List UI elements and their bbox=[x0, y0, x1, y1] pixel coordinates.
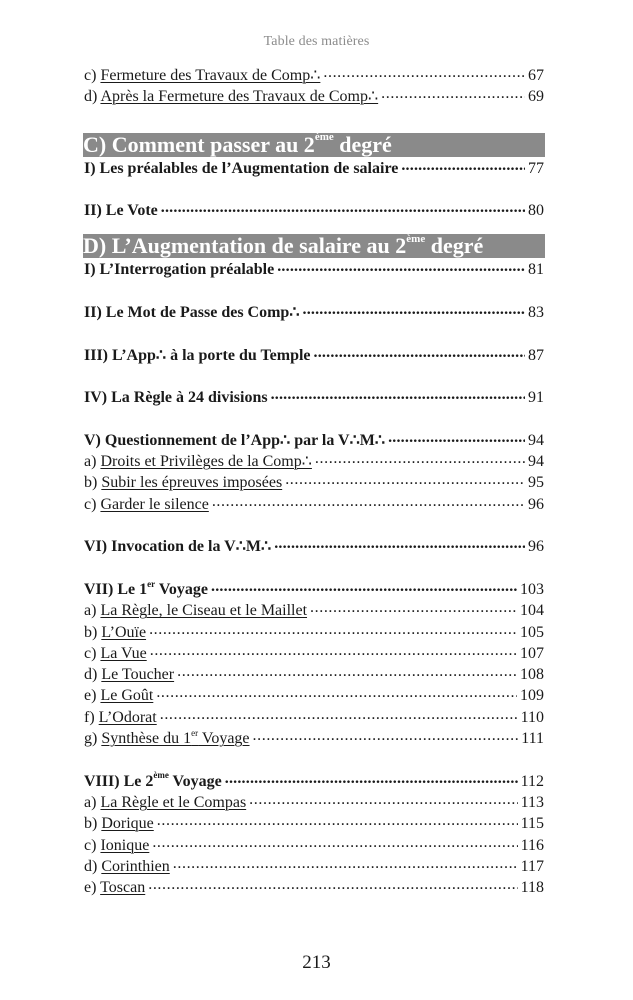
entry-page: 67 bbox=[528, 67, 544, 84]
entry-label: b) Subir les épreuves imposées bbox=[84, 474, 283, 492]
toc-entry[interactable] bbox=[84, 727, 544, 748]
dot-leader bbox=[381, 85, 525, 101]
dot-leader bbox=[150, 642, 517, 658]
toc-entry[interactable] bbox=[84, 791, 544, 812]
running-head: Table des matières bbox=[263, 34, 370, 49]
toc-entry[interactable] bbox=[84, 706, 544, 727]
entry-page: 113 bbox=[520, 793, 544, 811]
toc-entry[interactable] bbox=[84, 599, 544, 620]
toc-entry[interactable] bbox=[84, 876, 544, 897]
entry-title-link[interactable]: L’Odorat bbox=[98, 708, 157, 726]
entry-label: b) L’Ouïe bbox=[84, 623, 147, 641]
toc-chapter[interactable] bbox=[84, 535, 544, 556]
toc-entry[interactable] bbox=[84, 834, 544, 855]
toc-entry[interactable] bbox=[84, 450, 544, 471]
spacer bbox=[84, 220, 544, 234]
chapter-page: 94 bbox=[528, 431, 544, 449]
chapter-title: V) Questionnement de l’App∴ par la V∴M∴ bbox=[84, 431, 386, 449]
entry-title-link[interactable]: La Règle et le Compas bbox=[100, 793, 247, 811]
entry-page: 105 bbox=[520, 623, 544, 641]
dot-leader bbox=[401, 157, 525, 173]
chapter-title: I) Les préalables de l’Augmentation de salaire bbox=[84, 159, 399, 177]
entry-page: 109 bbox=[520, 687, 544, 705]
entry-page: 94 bbox=[528, 453, 544, 471]
chapter-title: VIII) Le 2ème Voyage bbox=[84, 770, 222, 790]
entry-title-link[interactable]: Fermeture des Travaux de Comp∴ bbox=[100, 67, 321, 84]
entry-title-link[interactable]: Droits et Privilèges de la Comp∴ bbox=[100, 453, 312, 471]
entry-label: a) La Règle et le Compas bbox=[84, 793, 247, 811]
spacer bbox=[84, 322, 544, 343]
chapter-title: I) L’Interrogation préalable bbox=[84, 261, 275, 279]
dot-leader bbox=[271, 386, 525, 402]
entry-title-link[interactable]: Toscan bbox=[100, 879, 146, 897]
dot-leader bbox=[314, 344, 525, 360]
dot-leader bbox=[285, 471, 525, 487]
toc-chapter[interactable] bbox=[84, 157, 544, 178]
entry-label: c) Garder le silence bbox=[84, 495, 209, 513]
toc-chapter[interactable] bbox=[84, 258, 544, 279]
toc-entry[interactable] bbox=[84, 493, 544, 514]
chapter-page: 87 bbox=[528, 346, 544, 364]
entry-label: a) Droits et Privilèges de la Comp∴ bbox=[84, 453, 312, 471]
entry-label: d) Après la Fermeture des Travaux de Comp∴ bbox=[84, 88, 379, 106]
chapter-page: 77 bbox=[528, 159, 544, 177]
entry-title-link[interactable]: Dorique bbox=[101, 815, 154, 833]
chapter-title: VI) Invocation de la V∴M∴ bbox=[84, 538, 272, 556]
dot-leader bbox=[177, 663, 517, 679]
toc-chapter[interactable] bbox=[84, 429, 544, 450]
toc-chapter[interactable] bbox=[84, 301, 544, 322]
dot-leader bbox=[157, 812, 518, 828]
entry-page: 96 bbox=[528, 495, 544, 513]
entry-label: c) La Vue bbox=[84, 644, 147, 662]
toc-chapter[interactable] bbox=[84, 344, 544, 365]
entry-label: e) Toscan bbox=[84, 879, 146, 897]
dot-leader bbox=[152, 834, 517, 850]
page-number: 213 bbox=[302, 952, 331, 973]
chapter-page: 103 bbox=[520, 580, 544, 598]
chapter-page: 96 bbox=[528, 538, 544, 556]
toc-chapter[interactable] bbox=[84, 199, 544, 220]
entry-title-link[interactable]: La Vue bbox=[100, 644, 147, 662]
dot-leader bbox=[303, 301, 526, 317]
entry-title-link[interactable]: Le Goût bbox=[100, 687, 154, 705]
entry-title-link[interactable]: L’Ouïe bbox=[101, 623, 147, 641]
entry-label: c) Fermeture des Travaux de Comp∴ bbox=[84, 67, 321, 84]
entry-label: g) Synthèse du 1er Voyage bbox=[84, 727, 250, 748]
chapter-title: VII) Le 1er Voyage bbox=[84, 578, 209, 598]
dot-leader bbox=[156, 684, 517, 700]
section-heading-c: C) Comment passer au 2ème degré bbox=[83, 133, 545, 157]
dot-leader bbox=[388, 429, 525, 445]
spacer bbox=[84, 748, 544, 769]
dot-leader bbox=[173, 855, 518, 871]
entry-title-link[interactable]: Ionique bbox=[100, 836, 150, 854]
entry-label: c) Ionique bbox=[84, 836, 150, 854]
entry-title-link[interactable]: Garder le silence bbox=[100, 495, 209, 513]
entry-page: 95 bbox=[528, 474, 544, 492]
section-heading-d: D) L’Augmentation de salaire au 2ème degré bbox=[83, 234, 545, 258]
chapter-title: III) L’App∴ à la porte du Temple bbox=[84, 346, 311, 364]
toc-entry[interactable] bbox=[84, 684, 544, 705]
table-of-contents bbox=[84, 64, 544, 897]
toc-entry[interactable] bbox=[84, 471, 544, 492]
entry-page: 104 bbox=[520, 602, 544, 620]
dot-leader bbox=[310, 599, 517, 615]
chapter-page: 83 bbox=[528, 304, 544, 322]
chapter-title: IV) La Règle à 24 divisions bbox=[84, 389, 268, 407]
toc-entry[interactable] bbox=[84, 85, 544, 106]
spacer bbox=[84, 408, 544, 429]
entry-label: b) Dorique bbox=[84, 815, 154, 833]
spacer bbox=[84, 178, 544, 199]
dot-leader bbox=[253, 727, 519, 743]
entry-label: a) La Règle, le Ciseau et le Maillet bbox=[84, 602, 308, 620]
dot-leader bbox=[249, 791, 517, 807]
toc-chapter[interactable] bbox=[84, 386, 544, 407]
dot-leader bbox=[149, 621, 517, 637]
chapter-page: 80 bbox=[528, 202, 544, 220]
entry-page: 107 bbox=[520, 644, 544, 662]
entry-label: d) Corinthien bbox=[84, 857, 170, 875]
toc-entry[interactable] bbox=[84, 812, 544, 833]
chapter-page: 91 bbox=[528, 389, 544, 407]
toc-chapter[interactable] bbox=[84, 578, 544, 599]
chapter-page: 81 bbox=[528, 261, 544, 279]
entry-label: d) Le Toucher bbox=[84, 666, 175, 684]
dot-leader bbox=[160, 706, 518, 722]
toc-entry[interactable] bbox=[84, 855, 544, 876]
entry-page: 118 bbox=[520, 879, 544, 897]
toc-entry[interactable] bbox=[84, 642, 544, 663]
toc-entry[interactable] bbox=[84, 621, 544, 642]
entry-label: f) L’Odorat bbox=[84, 708, 157, 726]
entry-page: 110 bbox=[520, 708, 544, 726]
entry-page: 69 bbox=[528, 88, 544, 106]
dot-leader bbox=[225, 770, 518, 786]
dot-leader bbox=[315, 450, 525, 466]
chapter-title: II) Le Mot de Passe des Comp∴ bbox=[84, 304, 300, 322]
chapter-title: II) Le Vote bbox=[84, 202, 158, 220]
spacer bbox=[84, 107, 544, 133]
entry-title-link[interactable]: Subir les épreuves imposées bbox=[101, 474, 283, 492]
entry-title-link[interactable]: La Règle, le Ciseau et le Maillet bbox=[100, 602, 308, 620]
entry-page: 108 bbox=[520, 666, 544, 684]
spacer bbox=[84, 365, 544, 386]
dot-leader bbox=[274, 535, 525, 551]
entry-page: 116 bbox=[520, 836, 544, 854]
dot-leader bbox=[277, 258, 525, 274]
spacer bbox=[84, 514, 544, 535]
entry-title-link[interactable]: Synthèse du 1er Voyage bbox=[101, 727, 250, 748]
dot-leader bbox=[323, 64, 525, 80]
entry-title-link[interactable]: Corinthien bbox=[101, 857, 170, 875]
spacer bbox=[84, 280, 544, 301]
dot-leader bbox=[212, 493, 525, 509]
toc-chapter[interactable] bbox=[84, 770, 544, 791]
chapter-page: 112 bbox=[520, 772, 544, 790]
entry-page: 117 bbox=[520, 857, 544, 875]
toc-entry[interactable] bbox=[84, 663, 544, 684]
dot-leader bbox=[161, 199, 525, 215]
spacer bbox=[84, 557, 544, 578]
dot-leader bbox=[211, 578, 517, 594]
entry-page: 111 bbox=[521, 730, 544, 748]
toc-entry[interactable] bbox=[84, 64, 544, 85]
entry-title-link[interactable]: Après la Fermeture des Travaux de Comp∴ bbox=[100, 88, 379, 106]
dot-leader bbox=[148, 876, 517, 892]
entry-page: 115 bbox=[520, 815, 544, 833]
entry-title-link[interactable]: Le Toucher bbox=[101, 666, 175, 684]
entry-label: e) Le Goût bbox=[84, 687, 154, 705]
